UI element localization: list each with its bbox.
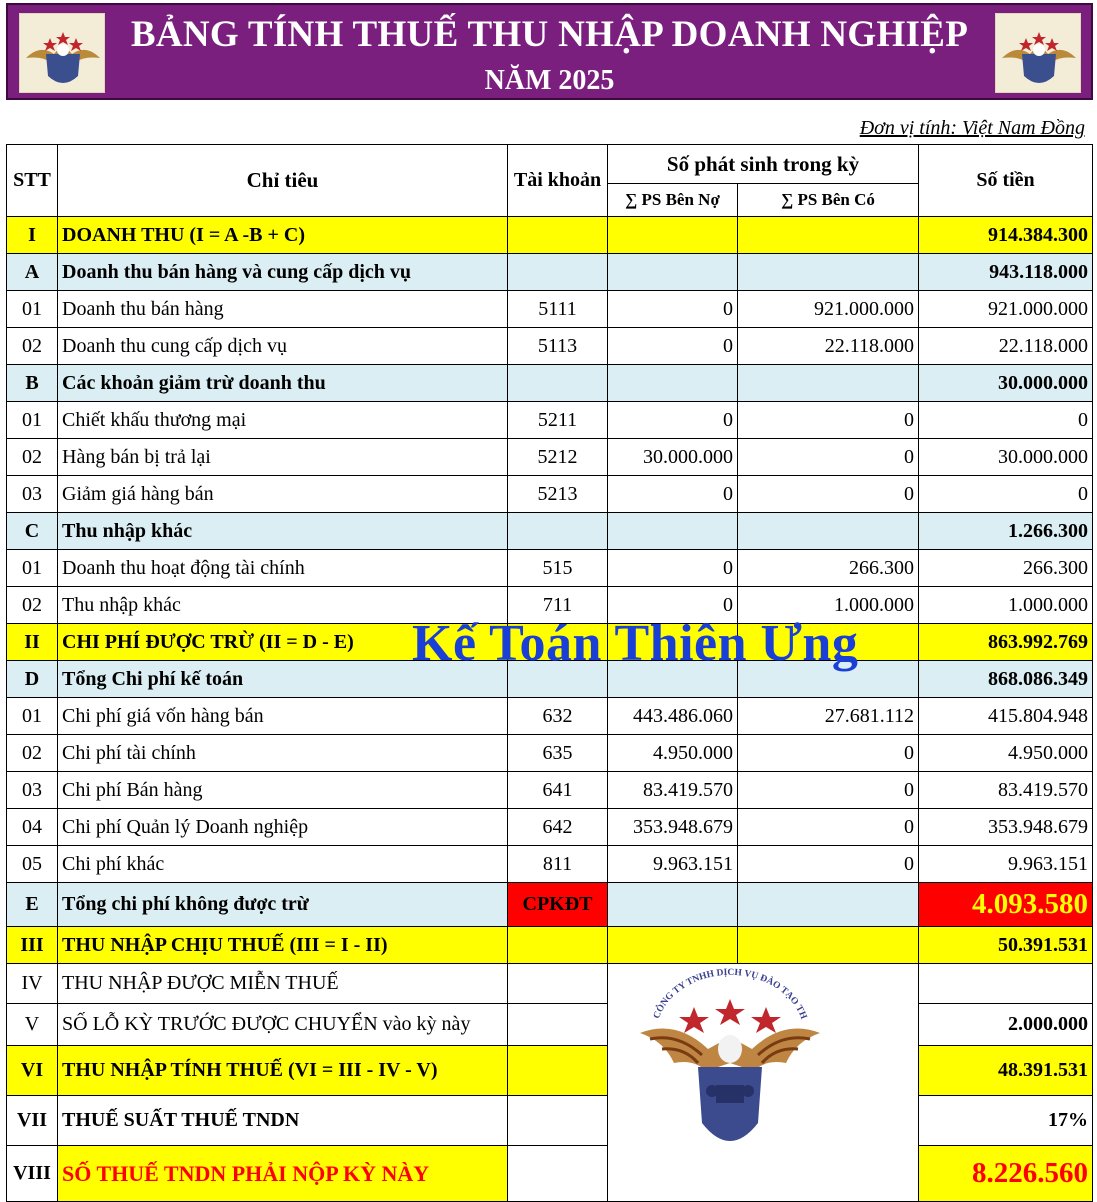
row-credit: 921.000.000 xyxy=(738,291,919,328)
row-stt: E xyxy=(7,883,58,927)
row-label: Thu nhập khác xyxy=(58,513,508,550)
table-row xyxy=(7,661,1093,698)
row-account: 5113 xyxy=(508,328,608,365)
row-stt: 02 xyxy=(7,735,58,772)
row-account xyxy=(508,1146,608,1202)
row-amount: 1.266.300 xyxy=(919,513,1093,550)
row-label: Chi phí khác xyxy=(58,846,508,883)
table-row xyxy=(7,883,1093,927)
row-debit: 0 xyxy=(608,328,738,365)
table-row xyxy=(7,550,1093,587)
row-account xyxy=(508,624,608,661)
table-row xyxy=(7,1146,1093,1202)
table-row xyxy=(7,735,1093,772)
row-account xyxy=(508,217,608,254)
row-credit xyxy=(738,365,919,402)
row-credit xyxy=(738,254,919,291)
row-account: 5211 xyxy=(508,402,608,439)
row-amount: 4.950.000 xyxy=(919,735,1093,772)
row-account: 642 xyxy=(508,809,608,846)
row-stt: C xyxy=(7,513,58,550)
row-credit xyxy=(738,624,919,661)
row-stt: IV xyxy=(7,964,58,1004)
non-deductible-code: CPKĐT xyxy=(508,883,608,927)
title-banner xyxy=(6,3,1093,100)
row-stt: D xyxy=(7,661,58,698)
table-row xyxy=(7,1096,1093,1146)
row-label: THUẾ SUẤT THUẾ TNDN xyxy=(58,1096,508,1146)
row-stt: VIII xyxy=(7,1146,58,1202)
row-label: Hàng bán bị trả lại xyxy=(58,439,508,476)
row-credit: 0 xyxy=(738,476,919,513)
row-account: 635 xyxy=(508,735,608,772)
row-debit xyxy=(608,513,738,550)
row-amount: 0 xyxy=(919,402,1093,439)
table-row xyxy=(7,772,1093,809)
row-debit xyxy=(608,1096,919,1146)
row-amount: 353.948.679 xyxy=(919,809,1093,846)
row-stt: 02 xyxy=(7,587,58,624)
row-credit: 0 xyxy=(738,809,919,846)
row-debit xyxy=(608,365,738,402)
table-row xyxy=(7,809,1093,846)
col-header-ps-co: ∑ PS Bên Có xyxy=(738,184,919,217)
row-amount: 1.000.000 xyxy=(919,587,1093,624)
table-row xyxy=(7,328,1093,365)
tax-table xyxy=(6,144,1093,1202)
row-stt: VII xyxy=(7,1096,58,1146)
row-credit: 0 xyxy=(738,772,919,809)
row-debit: 0 xyxy=(608,550,738,587)
row-debit xyxy=(608,1004,919,1046)
row-amount: 2.000.000 xyxy=(919,1004,1093,1046)
row-credit: 22.118.000 xyxy=(738,328,919,365)
row-account xyxy=(508,365,608,402)
emblem-arc-text: CÔNG TY TNHH DỊCH VỤ ĐÀO TẠO TH xyxy=(651,967,809,1021)
row-amount: 863.992.769 xyxy=(919,624,1093,661)
row-debit: 353.948.679 xyxy=(608,809,738,846)
row-stt: II xyxy=(7,624,58,661)
row-stt: 03 xyxy=(7,772,58,809)
row-label: SỐ LỖ KỲ TRƯỚC ĐƯỢC CHUYỂN vào kỳ này xyxy=(58,1004,508,1046)
table-row xyxy=(7,846,1093,883)
row-debit: 4.950.000 xyxy=(608,735,738,772)
row-amount: 0 xyxy=(919,476,1093,513)
row-debit: 83.419.570 xyxy=(608,772,738,809)
row-amount: 50.391.531 xyxy=(919,927,1093,964)
row-stt: 01 xyxy=(7,402,58,439)
table-row xyxy=(7,476,1093,513)
row-credit xyxy=(738,217,919,254)
row-account: 641 xyxy=(508,772,608,809)
row-stt: 03 xyxy=(7,476,58,513)
row-credit: 266.300 xyxy=(738,550,919,587)
row-credit: 0 xyxy=(738,402,919,439)
row-label: CHI PHÍ ĐƯỢC TRỪ (II = D - E) xyxy=(58,624,508,661)
row-label: Doanh thu hoạt động tài chính xyxy=(58,550,508,587)
row-stt: VI xyxy=(7,1046,58,1096)
row-credit xyxy=(738,513,919,550)
row-account: 5111 xyxy=(508,291,608,328)
row-label: Chiết khấu thương mại xyxy=(58,402,508,439)
table-row xyxy=(7,439,1093,476)
table-row xyxy=(7,624,1093,661)
row-label: Chi phí tài chính xyxy=(58,735,508,772)
row-label: Chi phí Quản lý Doanh nghiệp xyxy=(58,809,508,846)
row-amount: 30.000.000 xyxy=(919,365,1093,402)
row-account xyxy=(508,964,608,1004)
row-account: 5213 xyxy=(508,476,608,513)
col-header-chi-tieu: Chỉ tiêu xyxy=(58,145,508,217)
col-header-stt: STT xyxy=(7,145,58,217)
row-label: Doanh thu bán hàng và cung cấp dịch vụ xyxy=(58,254,508,291)
row-debit xyxy=(608,624,738,661)
row-amount: 9.963.151 xyxy=(919,846,1093,883)
row-debit xyxy=(608,1046,919,1096)
table-row xyxy=(7,254,1093,291)
row-account: 711 xyxy=(508,587,608,624)
row-amount: 4.093.580 xyxy=(919,883,1093,927)
row-amount: 921.000.000 xyxy=(919,291,1093,328)
row-label: THU NHẬP TÍNH THUẾ (VI = III - IV - V) xyxy=(58,1046,508,1096)
row-account xyxy=(508,927,608,964)
page-title: BẢNG TÍNH THUẾ THU NHẬP DOANH NGHIỆP xyxy=(130,14,969,55)
row-account xyxy=(508,1096,608,1146)
row-debit: 443.486.060 xyxy=(608,698,738,735)
row-amount: 415.804.948 xyxy=(919,698,1093,735)
col-header-so-phat-sinh: Số phát sinh trong kỳ xyxy=(608,145,919,184)
brand-watermark: Kế Toán Thiên Ưng xyxy=(412,615,859,672)
row-stt: 01 xyxy=(7,291,58,328)
row-credit xyxy=(738,661,919,698)
row-amount xyxy=(919,964,1093,1004)
row-label: THU NHẬP CHỊU THUẾ (III = I - II) xyxy=(58,927,508,964)
row-amount: 48.391.531 xyxy=(919,1046,1093,1096)
tax-payable-amount: 8.226.560 xyxy=(919,1146,1093,1202)
row-label: Tổng Chi phí kế toán xyxy=(58,661,508,698)
currency-unit-note: Đơn vị tính: Việt Nam Đồng xyxy=(859,117,1085,139)
row-debit: 30.000.000 xyxy=(608,439,738,476)
row-debit xyxy=(608,964,919,1004)
row-label: Giảm giá hàng bán xyxy=(58,476,508,513)
row-stt: III xyxy=(7,927,58,964)
table-row xyxy=(7,365,1093,402)
row-label: Chi phí Bán hàng xyxy=(58,772,508,809)
row-amount: 943.118.000 xyxy=(919,254,1093,291)
row-label: Doanh thu bán hàng xyxy=(58,291,508,328)
row-credit: 1.000.000 xyxy=(738,587,919,624)
row-account: 5212 xyxy=(508,439,608,476)
row-stt: V xyxy=(7,1004,58,1046)
table-row xyxy=(7,402,1093,439)
row-debit: 0 xyxy=(608,402,738,439)
row-label: DOANH THU (I = A -B + C) xyxy=(58,217,508,254)
table-row xyxy=(7,964,1093,1004)
row-stt: B xyxy=(7,365,58,402)
row-debit xyxy=(608,661,738,698)
row-credit xyxy=(738,927,919,964)
row-account: 515 xyxy=(508,550,608,587)
row-label: Doanh thu cung cấp dịch vụ xyxy=(58,328,508,365)
table-row xyxy=(7,291,1093,328)
row-debit: 0 xyxy=(608,476,738,513)
table-row xyxy=(7,698,1093,735)
row-label: Tổng chi phí không được trừ xyxy=(58,883,508,927)
row-account: 632 xyxy=(508,698,608,735)
table-row xyxy=(7,217,1093,254)
row-debit: 0 xyxy=(608,291,738,328)
table-row xyxy=(7,927,1093,964)
row-stt: 05 xyxy=(7,846,58,883)
row-amount: 17% xyxy=(919,1096,1093,1146)
col-header-so-tien: Số tiền xyxy=(919,145,1093,217)
company-logo-right xyxy=(995,13,1081,93)
row-stt: 01 xyxy=(7,550,58,587)
row-stt: A xyxy=(7,254,58,291)
table-row xyxy=(7,1046,1093,1096)
row-label: Chi phí giá vốn hàng bán xyxy=(58,698,508,735)
table-row xyxy=(7,513,1093,550)
row-debit xyxy=(608,217,738,254)
row-label: Thu nhập khác xyxy=(58,587,508,624)
row-account: 811 xyxy=(508,846,608,883)
row-debit xyxy=(608,1146,919,1202)
col-header-ps-no: ∑ PS Bên Nợ xyxy=(608,184,738,217)
row-stt: 02 xyxy=(7,328,58,365)
row-label: Các khoản giảm trừ doanh thu xyxy=(58,365,508,402)
row-account xyxy=(508,1004,608,1046)
row-credit: 27.681.112 xyxy=(738,698,919,735)
row-account xyxy=(508,1046,608,1096)
row-stt: 02 xyxy=(7,439,58,476)
row-amount: 868.086.349 xyxy=(919,661,1093,698)
row-debit: 0 xyxy=(608,587,738,624)
table-row xyxy=(7,587,1093,624)
row-debit xyxy=(608,883,738,927)
row-stt: 04 xyxy=(7,809,58,846)
table-row xyxy=(7,1004,1093,1046)
row-debit xyxy=(608,927,738,964)
row-credit: 0 xyxy=(738,846,919,883)
row-credit xyxy=(738,883,919,927)
row-debit xyxy=(608,254,738,291)
row-account xyxy=(508,513,608,550)
row-stt: 01 xyxy=(7,698,58,735)
row-account xyxy=(508,254,608,291)
row-amount: 30.000.000 xyxy=(919,439,1093,476)
row-stt: I xyxy=(7,217,58,254)
row-amount: 266.300 xyxy=(919,550,1093,587)
page-year: NĂM 2025 xyxy=(484,65,615,96)
col-header-tai-khoan: Tài khoản xyxy=(508,145,608,217)
row-label: SỐ THUẾ TNDN PHẢI NỘP KỲ NÀY xyxy=(58,1146,508,1202)
row-label: THU NHẬP ĐƯỢC MIỄN THUẾ xyxy=(58,964,508,1004)
row-amount: 22.118.000 xyxy=(919,328,1093,365)
row-amount: 914.384.300 xyxy=(919,217,1093,254)
row-credit: 0 xyxy=(738,439,919,476)
row-credit: 0 xyxy=(738,735,919,772)
row-debit: 9.963.151 xyxy=(608,846,738,883)
row-amount: 83.419.570 xyxy=(919,772,1093,809)
row-account xyxy=(508,661,608,698)
